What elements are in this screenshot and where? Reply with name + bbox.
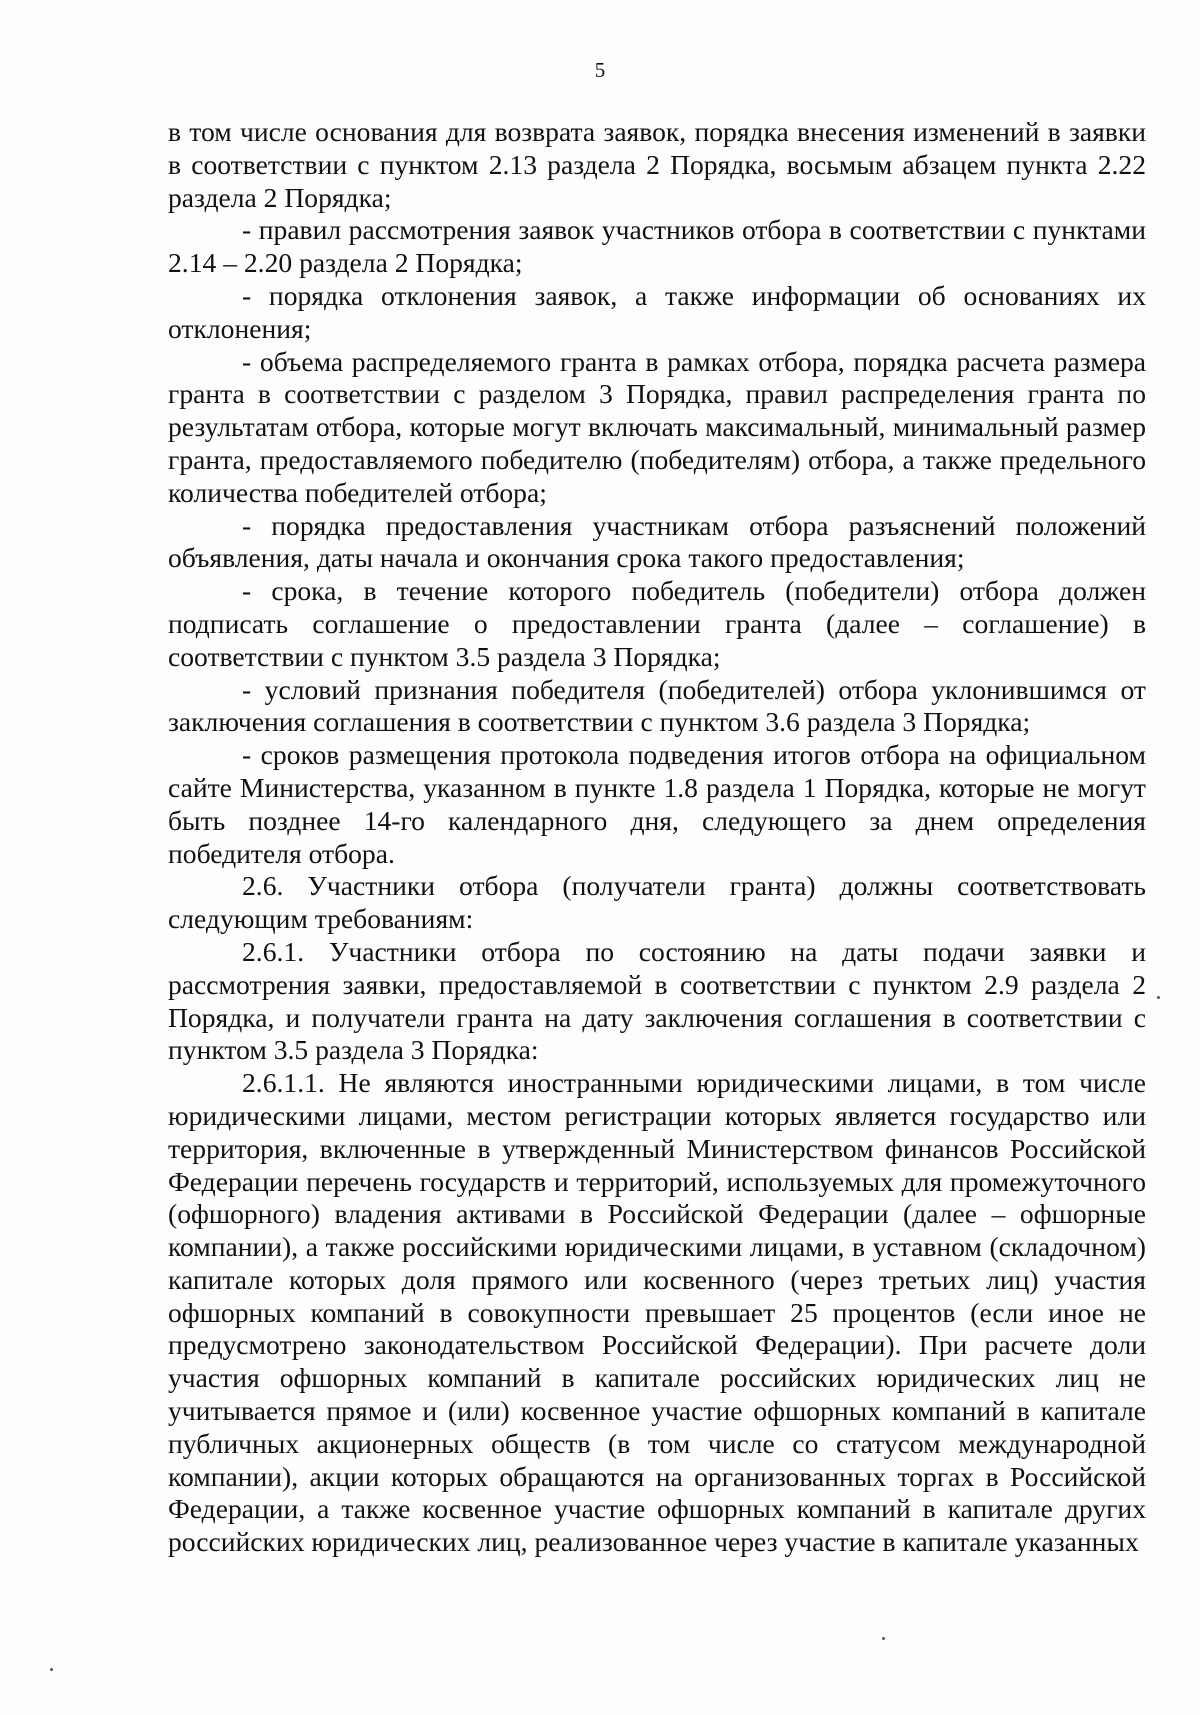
section-2-6-heading: 2.6. Участники отбора (получатели гранта) должны соответствовать следующим требованиям:: [168, 870, 1146, 935]
page-number: 5: [594, 58, 606, 82]
section-2-6-1: 2.6.1. Участники отбора по состоянию на даты подачи заявки и рассмотрения заявки, предоставляемой в соответствии с пунктом 2.9 раздела 2 Порядка, и получатели гранта на дату заключения соглашения в соответствии с пунктом 3.5 раздела 3 Порядка:: [168, 935, 1146, 1066]
list-item-signing-term: - срока, в течение которого победитель (победители) отбора должен подписать соглашение о предоставлении гранта (далее – соглашение) в соответствии с пунктом 3.5 раздела 3 Порядка;: [168, 575, 1146, 672]
list-item-review-rules: - правил рассмотрения заявок участников отбора в соответствии с пунктами 2.14 – 2.20 раздела 2 Порядка;: [168, 214, 1146, 279]
list-item-clarifications: - порядка предоставления участникам отбора разъяснений положений объявления, даты начала и окончания срока такого предоставления;: [168, 509, 1146, 574]
section-2-6-1-1: 2.6.1.1. Не являются иностранными юридическими лицами, в том числе юридическими лицами, местом регистрации которых является государство или территория, включенные в утвержденный Министерством финансов Российской Федерации перечень государств и территорий, используемых для промежуточного (офшорного) владения активами в Российской Федерации (далее – офшорные компании), а также российскими юридическими лицами, в уставном (складочном) капитале которых доля прямого или косвенного (через третьих лиц) участия офшорных компаний в совокупности превышает 25 процентов (если иное не предусмотрено законодательством Российской Федерации). При расчете доли участия офшорных компаний в капитале российских юридических лиц не учитывается прямое и (или) косвенное участие офшорных компаний в капитале публичных акционерных обществ (в том числе со статусом международной компании), акции которых обращаются на организованных торгах в Российской Федерации, а также косвенное участие офшорных компаний в капитале других российских юридических лиц, реализованное через участие в капитале указанных: [168, 1067, 1146, 1558]
paragraph-continuation: в том числе основания для возврата заявок, порядка внесения изменений в заявки в соответствии с пунктом 2.13 раздела 2 Порядка, восьмым абзацем пункта 2.22 раздела 2 Порядка;: [168, 116, 1146, 213]
document-body: [168, 116, 1146, 1559]
list-item-grant-volume: - объема распределяемого гранта в рамках отбора, порядка расчета размера гранта в соответствии с разделом 3 Порядка, правил распределения гранта по результатам отбора, которые могут включать максимальный, минимальный размер гранта, предоставляемого победителю (победителям) отбора, а также предельного количества победителей отбора;: [168, 345, 1146, 508]
list-item-protocol-terms: - сроков размещения протокола подведения итогов отбора на официальном сайте Министерства, указанном в пункте 1.8 раздела 1 Порядка, которые не могут быть позднее 14-го календарного дня, следующего за днем определения победителя отбора.: [168, 739, 1146, 869]
list-item-evasion-conditions: - условий признания победителя (победителей) отбора уклонившимся от заключения соглашения в соответствии с пунктом 3.6 раздела 3 Порядка;: [168, 673, 1146, 738]
list-item-rejection-order: - порядка отклонения заявок, а также информации об основаниях их отклонения;: [168, 279, 1146, 344]
scan-speck: [882, 1637, 885, 1640]
scan-speck: [50, 1668, 53, 1671]
scan-speck: [1157, 996, 1160, 999]
